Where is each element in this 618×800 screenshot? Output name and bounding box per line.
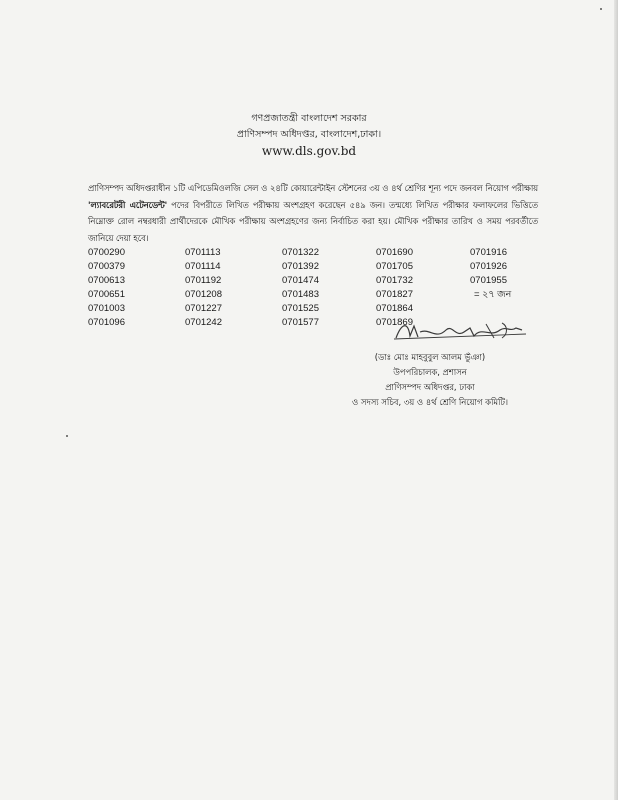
signatory-block	[300, 350, 560, 410]
roll-number: 0701869	[376, 317, 413, 328]
department-title: প্রাণিসম্পদ অধিদপ্তর, বাংলাদেশ,ঢাকা।	[236, 129, 382, 140]
roll-number: 0701732	[376, 275, 413, 286]
roll-column	[470, 246, 550, 302]
roll-number: 0701392	[282, 261, 319, 272]
signatory-designation: উপপরিচালক, প্রশাসন	[393, 367, 467, 377]
roll-number: 0701242	[185, 317, 222, 328]
roll-number: 0701926	[470, 261, 507, 272]
roll-number: 0701113	[185, 247, 221, 258]
roll-number: 0701577	[282, 317, 319, 328]
roll-number: 0700651	[88, 289, 125, 300]
roll-number: 0701690	[376, 247, 413, 258]
roll-number: 0701483	[282, 289, 319, 300]
letterhead	[0, 111, 618, 159]
government-title: গণপ্রজাতন্ত্রী বাংলাদেশ সরকার	[251, 113, 367, 124]
roll-column	[282, 246, 362, 330]
signatory-name: (ডাঃ মোঃ মাহবুবুল আলম ভুঁঞা)	[374, 352, 486, 362]
roll-number: 0701916	[470, 247, 507, 258]
total-count: = ২৭ জন	[474, 289, 512, 300]
roll-number: 0701955	[470, 275, 507, 286]
scan-speck	[66, 435, 68, 437]
roll-number: 0701114	[185, 261, 221, 272]
roll-number: 0701096	[88, 317, 125, 328]
notice-body	[88, 180, 538, 246]
roll-number: 0700613	[88, 275, 125, 286]
roll-number: 0701192	[185, 275, 222, 286]
signatory-role: ও সদস্য সচিব, ৩য় ও ৪র্থ শ্রেণি নিয়োগ কমিটি।	[352, 397, 508, 407]
roll-number: 0700290	[88, 247, 125, 258]
roll-column	[185, 246, 265, 330]
roll-number: 0701827	[376, 289, 413, 300]
post-title: 'ল্যাবরেটরী এটেনডেন্ট'	[88, 199, 168, 210]
scan-edge-shadow	[614, 0, 618, 800]
notice-text-part1: প্রাণিসম্পদ অধিদপ্তরাধীন ১টি এপিডেমিওলজি সেল ও ২৪টি কোয়ারেন্টাইন স্টেশনের ৩য় ও ৪র্থ শ্রেণির শূন্য পদে জনবল নিয়োগ পরীক্ষায়	[88, 183, 538, 193]
roll-number: 0700379	[88, 261, 125, 272]
roll-number: 0701322	[282, 247, 319, 258]
roll-number: 0701474	[282, 275, 319, 286]
scan-speck	[600, 8, 602, 10]
roll-number: 0701208	[185, 289, 222, 300]
roll-column	[88, 246, 168, 330]
roll-number: 0701705	[376, 261, 413, 272]
roll-number: 0701864	[376, 303, 413, 314]
roll-number: 0701525	[282, 303, 319, 314]
website-link[interactable]: www.dls.gov.bd	[261, 144, 357, 158]
notice-text-part2: পদের বিপরীতে লিখিত পরীক্ষায় অংশগ্রহণ করেছেন ৫৪৯ জন। তন্মধ্যে লিখিত পরীক্ষার ফলাফলের ভিত্তিতে নিম্নোক্ত রোল নম্বরধারী প্রার্থীদেরকে মৌখিক পরীক্ষায় অংশগ্রহণের জন্য নির্বাচিত করা হয়। মৌখিক পরীক্ষার তারিখ ও সময় পরবর্তীতে জানিয়ে দেয়া হবে।	[88, 199, 538, 243]
roll-number: 0701227	[185, 303, 222, 314]
handwritten-signature	[390, 318, 530, 344]
signatory-office: প্রাণিসম্পদ অধিদপ্তর, ঢাকা	[385, 382, 475, 392]
roll-number: 0701003	[88, 303, 125, 314]
